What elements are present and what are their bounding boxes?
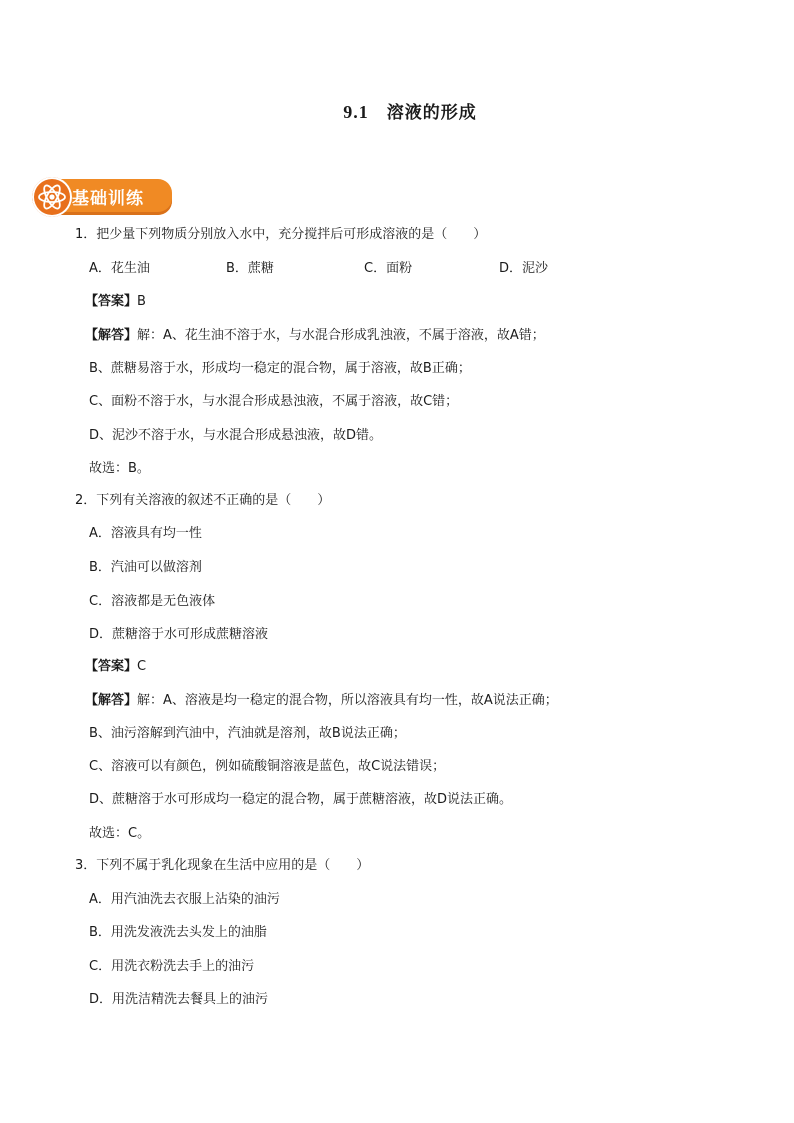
question-2-stem: 2．下列有关溶液的叙述不正确的是（ ） — [75, 493, 331, 508]
question-2-answer — [85, 658, 146, 676]
question-3-stem: 3．下列不属于乳化现象在生活中应用的是（ ） — [75, 858, 370, 873]
question-1-stem: 1．把少量下列物质分别放入水中，充分搅拌后可形成溶液的是（ ） — [75, 227, 487, 242]
question-1-option-c: C．面粉 — [364, 261, 413, 276]
question-2-option-d: D．蔗糖溶于水可形成蔗糖溶液 — [89, 627, 269, 642]
analysis-text: 解：A、溶液是均一稳定的混合物，所以溶液具有均一性，故A说法正确； — [137, 693, 558, 708]
question-1-conclusion: 故选：B。 — [89, 461, 150, 476]
analysis-text: 解：A、花生油不溶于水，与水混合形成乳浊液，不属于溶液，故A错； — [137, 328, 545, 343]
section-number: 9.1 — [343, 102, 369, 122]
section-title: 溶液的形成 — [386, 103, 477, 123]
question-3-option-c: C．用洗衣粉洗去手上的油污 — [89, 959, 255, 974]
question-3-option-d: D．用洗洁精洗去餐具上的油污 — [89, 992, 269, 1007]
question-2-analysis-line-3: C、溶液可以有颜色，例如硫酸铜溶液是蓝色，故C说法错误； — [89, 759, 446, 774]
question-3-option-a: A．用汽油洗去衣服上沾染的油污 — [89, 892, 280, 907]
question-1-option-a: A．花生油 — [89, 261, 150, 276]
question-1-analysis-line-2: B、蔗糖易溶于水，形成均一稳定的混合物，属于溶液，故B正确； — [89, 361, 471, 376]
atom-icon — [32, 177, 72, 217]
question-3-option-b: B．用洗发液洗去头发上的油脂 — [89, 925, 267, 940]
answer-tag: 【答案】 — [85, 294, 138, 309]
question-2-option-b: B．汽油可以做溶剂 — [89, 560, 202, 575]
question-1-option-b: B．蔗糖 — [226, 261, 274, 276]
question-1-analysis-line-3: C、面粉不溶于水，与水混合形成悬浊液，不属于溶液，故C错； — [89, 394, 459, 409]
banner-label: 基础训练 — [72, 189, 144, 209]
answer-value: C — [137, 659, 147, 674]
analysis-tag: 【解答】 — [85, 328, 138, 343]
question-2-analysis-line-4: D、蔗糖溶于水可形成均一稳定的混合物，属于蔗糖溶液，故D说法正确。 — [89, 792, 513, 807]
question-2-conclusion: 故选：C。 — [89, 826, 151, 841]
question-1-answer — [85, 293, 146, 311]
question-1-option-d: D．泥沙 — [499, 261, 549, 276]
question-2-analysis-line-2: B、油污溶解到汽油中，汽油就是溶剂，故B说法正确； — [89, 726, 406, 741]
answer-value: B — [137, 294, 146, 309]
section-banner — [32, 177, 172, 217]
analysis-tag: 【解答】 — [85, 693, 138, 708]
question-1-analysis-line-1 — [85, 327, 545, 345]
question-2-option-c: C．溶液都是无色液体 — [89, 594, 216, 609]
question-2-analysis-line-1 — [85, 692, 558, 710]
answer-tag: 【答案】 — [85, 659, 138, 674]
question-2-option-a: A．溶液具有均一性 — [89, 526, 202, 541]
page-title — [0, 98, 794, 123]
question-1-analysis-line-4: D、泥沙不溶于水，与水混合形成悬浊液，故D错。 — [89, 428, 383, 443]
